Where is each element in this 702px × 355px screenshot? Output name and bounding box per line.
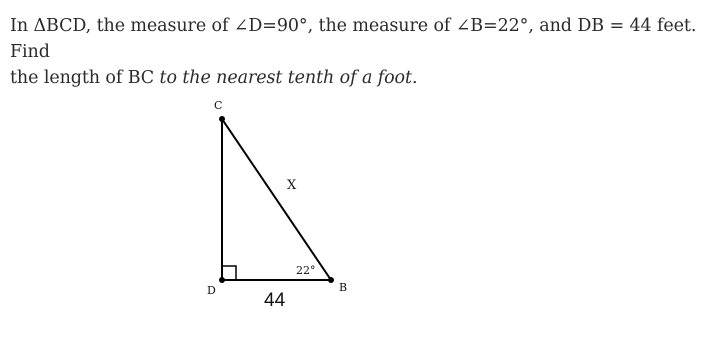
vertex-b-dot <box>328 277 334 283</box>
angle-b-label: 22° <box>296 264 316 277</box>
vertex-d-dot <box>219 277 225 283</box>
problem-line-1: In ΔBCD, the measure of ∠D=90°, the measure of ∠B=22°, and DB = 44 feet. Find <box>10 16 697 62</box>
vertex-c-label: C <box>214 99 223 112</box>
hypotenuse-label: X <box>287 178 297 193</box>
vertex-b-label: B <box>339 281 348 294</box>
problem-line-2-suffix: . <box>411 68 418 88</box>
vertex-c-dot <box>219 116 225 122</box>
problem-line-2-emphasis: to the nearest tenth of a foot <box>159 68 412 88</box>
side-cb <box>222 119 331 280</box>
problem-line-2-prefix: the length of BC <box>10 68 160 88</box>
vertex-d-label: D <box>207 284 216 297</box>
base-length-label: 44 <box>264 290 286 311</box>
